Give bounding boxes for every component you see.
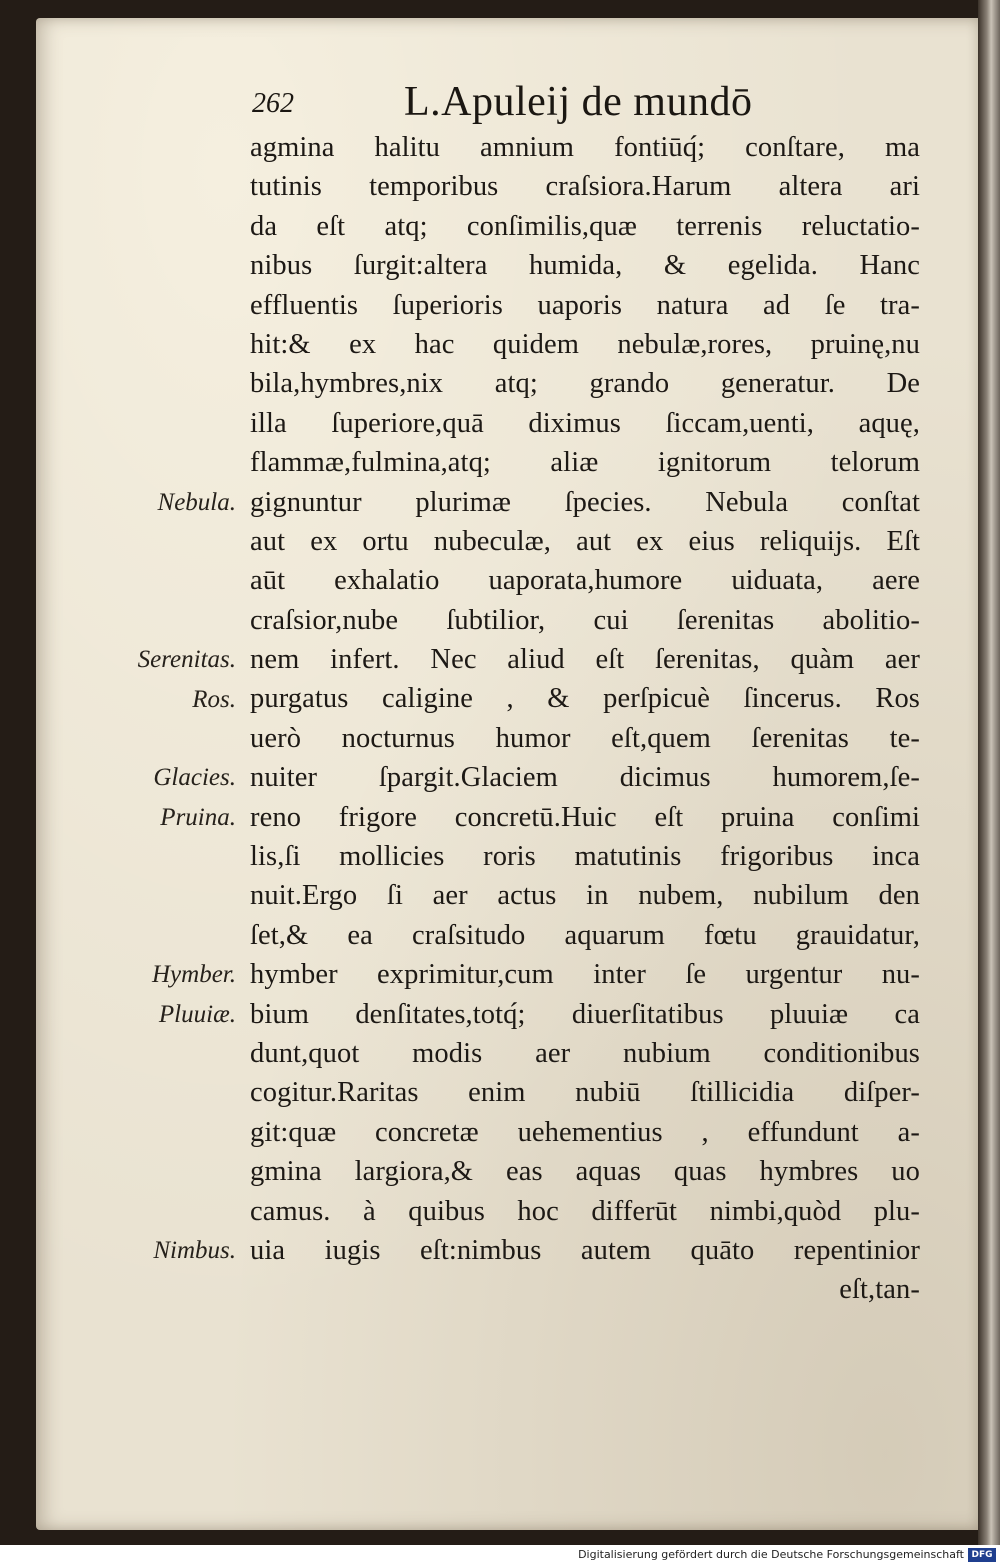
text-line: nibus ſurgit:altera humida, & egelida. Hanc xyxy=(250,250,920,282)
text-line: git:quæ concretæ uehementius , effundunt a- xyxy=(250,1116,920,1148)
text-line: nem infert. Nec aliud eſt ſerenitas, quàm aer xyxy=(250,644,920,676)
marginal-note: Pluuiæ. xyxy=(158,1000,236,1028)
text-line: gmina largiora,& eas aquas quas hymbres uo xyxy=(250,1156,920,1188)
text-line: illa ſuperiore,quā diximus ſiccam,uenti, aquę, xyxy=(250,407,920,439)
page-number: 262 xyxy=(252,88,294,119)
page-header xyxy=(252,78,852,126)
text-line: agmina halitu amnium fontiūq́; conſtare, ma xyxy=(250,132,920,163)
page-edge xyxy=(978,0,1000,1545)
dfg-logo: DFG xyxy=(968,1548,996,1562)
text-line: bila,hymbres,nix atq; grando generatur. De xyxy=(250,368,920,400)
marginal-note: Nimbus. xyxy=(153,1237,236,1265)
catchword: eſt,tan- xyxy=(839,1274,920,1306)
marginal-note: Ros. xyxy=(192,685,236,713)
text-line: nuit.Ergo ſi aer actus in nubem, nubilum den xyxy=(250,880,920,912)
text-line: aūt exhalatio uaporata,humore uiduata, aere xyxy=(250,565,920,597)
text-line: reno frigore concretū.Huic eſt pruina conſimi xyxy=(250,801,920,833)
footer-bar xyxy=(0,1545,1000,1565)
marginal-note: Hymber. xyxy=(151,961,236,989)
text-line: uia iugis eſt:nimbus autem quāto repentinior xyxy=(250,1234,920,1266)
text-line: effluentis ſuperioris uaporis natura ad ſe tra- xyxy=(250,289,920,321)
marginal-note: Glacies. xyxy=(153,764,236,792)
text-line: aut ex ortu nubeculæ, aut ex eius reliquijs. Eſt xyxy=(250,525,920,557)
text-line: flammæ,fulmina,atq; aliæ ignitorum telorum xyxy=(250,447,920,479)
text-line: craſsior,nube ſubtilior, cui ſerenitas abolitio- xyxy=(250,604,920,636)
marginal-note: Pruina. xyxy=(160,803,236,831)
text-line: hit:& ex hac quidem nebulæ,rores, pruinę,nu xyxy=(250,328,920,360)
text-line: bium denſitates,totq́; diuerſitatibus pluuiæ ca xyxy=(250,998,920,1030)
text-line: ſet,& ea craſsitudo aquarum fœtu grauidatur, xyxy=(250,919,920,951)
running-title: L.Apuleij de mundō xyxy=(404,79,753,125)
text-line: uerò nocturnus humor eſt,quem ſerenitas te- xyxy=(250,722,920,754)
text-line: dunt,quot modis aer nubium conditionibus xyxy=(250,1037,920,1069)
text-line: purgatus caligine , & perſpicuè ſincerus. Ros xyxy=(250,683,920,715)
text-line: camus. à quibus hoc differūt nimbi,quòd plu- xyxy=(250,1195,920,1227)
marginal-note: Serenitas. xyxy=(137,646,236,674)
text-line: nuiter ſpargit.Glaciem dicimus humorem,ſe- xyxy=(250,762,920,794)
footer-credit: Digitalisierung gefördert durch die Deutsche Forschungsgemeinschaft xyxy=(578,1548,964,1561)
text-line: lis,ſi mollicies roris matutinis frigoribus inca xyxy=(250,841,920,873)
text-line: cogitur.Raritas enim nubiū ſtillicidia diſper- xyxy=(250,1077,920,1109)
text-line: gignuntur plurimæ ſpecies. Nebula conſtat xyxy=(250,486,920,518)
marginal-note: Nebula. xyxy=(157,488,236,516)
body-text xyxy=(250,128,920,1310)
text-line: hymber exprimitur,cum inter ſe urgentur nu- xyxy=(250,959,920,991)
text-line: tutinis temporibus craſsiora.Harum altera ari xyxy=(250,171,920,203)
text-line: da eſt atq; conſimilis,quæ terrenis reluctatio- xyxy=(250,210,920,242)
